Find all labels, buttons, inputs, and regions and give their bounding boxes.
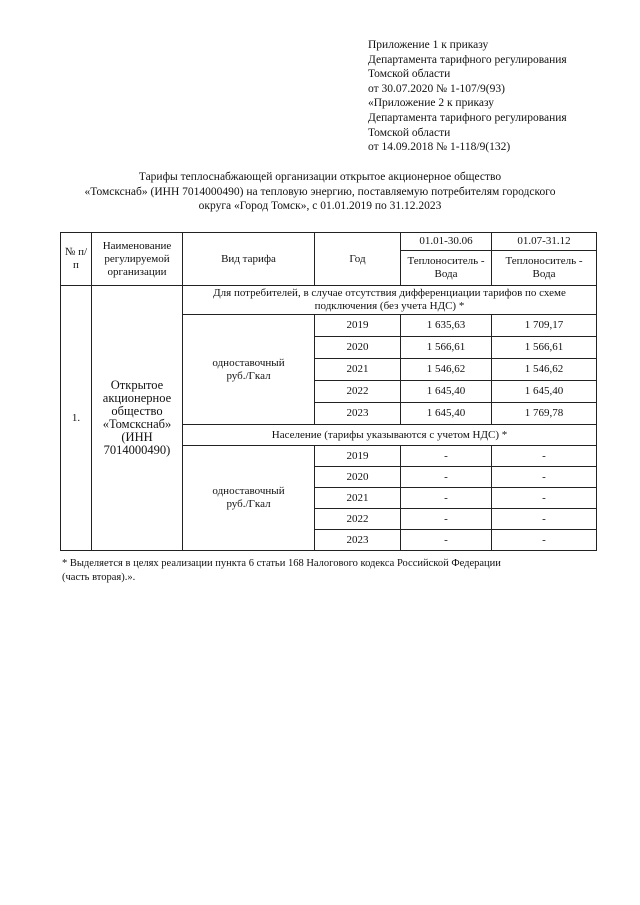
header-line: Томской области (368, 126, 451, 139)
tariff-h2-cell: 1 645,40 (492, 381, 597, 403)
tariff-h2-cell: 1 769,78 (492, 403, 597, 425)
tariff-h2-cell: - (492, 488, 597, 509)
tariff-h2-cell: - (492, 446, 597, 467)
tariff-h2-cell: 1 709,17 (492, 315, 597, 337)
tariff-type-line: одноставочный (212, 356, 285, 369)
tariff-h1-cell: - (401, 530, 492, 551)
tariff-type-line: руб./Гкал (226, 498, 271, 510)
header-line: «Приложение 2 к приказу (368, 97, 495, 110)
header-org-name: Наименование регулируемой организации (92, 233, 183, 286)
footnote (62, 557, 602, 585)
org-line: «Томскснаб» (102, 417, 172, 431)
tariff-type-cell (183, 315, 315, 425)
header-tariff-type: Вид тарифа (183, 233, 315, 286)
org-line: 7014000490) (103, 443, 171, 457)
organization-name (92, 286, 183, 551)
header-period-2: 01.07-31.12 (492, 233, 597, 251)
year-cell: 2021 (315, 488, 401, 509)
header-line: Томской области (368, 68, 451, 81)
org-line: акционерное (102, 391, 172, 405)
year-cell: 2023 (315, 530, 401, 551)
year-cell: 2022 (315, 381, 401, 403)
section-title: Население (тарифы указываются с учетом НДС) * (183, 425, 597, 446)
header-period-1: 01.01-30.06 (401, 233, 492, 251)
header-line: Департамента тарифного регулирования (368, 111, 567, 124)
tariff-h1-cell: 1 635,63 (401, 315, 492, 337)
tariff-type-line: одноставочный (212, 485, 285, 497)
year-cell: 2023 (315, 403, 401, 425)
tariff-h1-cell: - (401, 509, 492, 530)
header-line: Департамента тарифного регулирования (368, 53, 567, 66)
year-cell: 2022 (315, 509, 401, 530)
tariff-h2-cell: - (492, 509, 597, 530)
tariff-h1-cell: - (401, 488, 492, 509)
section-title: Для потребителей, в случае отсутствия дифференциации тарифов по схеме подключения (без учета НДС) * (183, 286, 597, 315)
title-line: Тарифы теплоснабжающей организации открытое акционерное общество (138, 171, 502, 183)
order-appendix-header (368, 38, 567, 155)
year-cell: 2020 (315, 337, 401, 359)
org-line: Открытое (110, 378, 164, 392)
tariff-type-line: руб./Гкал (226, 369, 271, 382)
tariff-h1-cell: 1 645,40 (401, 403, 492, 425)
header-line: от 30.07.2020 № 1-107/9(93) (368, 82, 505, 95)
year-cell: 2020 (315, 467, 401, 488)
tariff-h1-cell: 1 546,62 (401, 359, 492, 381)
header-medium-2: Теплоноситель - Вода (492, 251, 597, 286)
header-year: Год (315, 233, 401, 286)
footnote-line: * Выделяется в целях реализации пункта 6 статьи 168 Налогового кодекса Российской Федерации (62, 558, 501, 569)
tariff-h1-cell: 1 645,40 (401, 381, 492, 403)
title-line: «Томскснаб» (ИНН 7014000490) на тепловую энергию, поставляемую потребителям городского (84, 185, 556, 198)
tariffs-table (60, 232, 597, 551)
tariff-type-cell (183, 446, 315, 551)
tariff-h2-cell: - (492, 530, 597, 551)
tariff-h2-cell: 1 566,61 (492, 337, 597, 359)
tariff-h1-cell: 1 566,61 (401, 337, 492, 359)
year-cell: 2019 (315, 315, 401, 337)
tariff-h1-cell: - (401, 467, 492, 488)
year-cell: 2021 (315, 359, 401, 381)
title-line: округа «Город Томск», с 01.01.2019 по 31.12.2023 (198, 200, 442, 213)
tariff-h2-cell: 1 546,62 (492, 359, 597, 381)
header-medium-1: Теплоноситель - Вода (401, 251, 492, 286)
document-title (40, 170, 600, 214)
header-line: Приложение 1 к приказу (368, 39, 489, 51)
org-line: общество (111, 404, 163, 418)
row-number: 1. (61, 286, 92, 551)
footnote-line: (часть вторая).». (62, 572, 136, 583)
header-line: от 14.09.2018 № 1-118/9(132) (368, 141, 511, 154)
org-line: (ИНН (121, 430, 153, 444)
tariff-h1-cell: - (401, 446, 492, 467)
year-cell: 2019 (315, 446, 401, 467)
tariff-h2-cell: - (492, 467, 597, 488)
header-num: № п/п (61, 233, 92, 286)
